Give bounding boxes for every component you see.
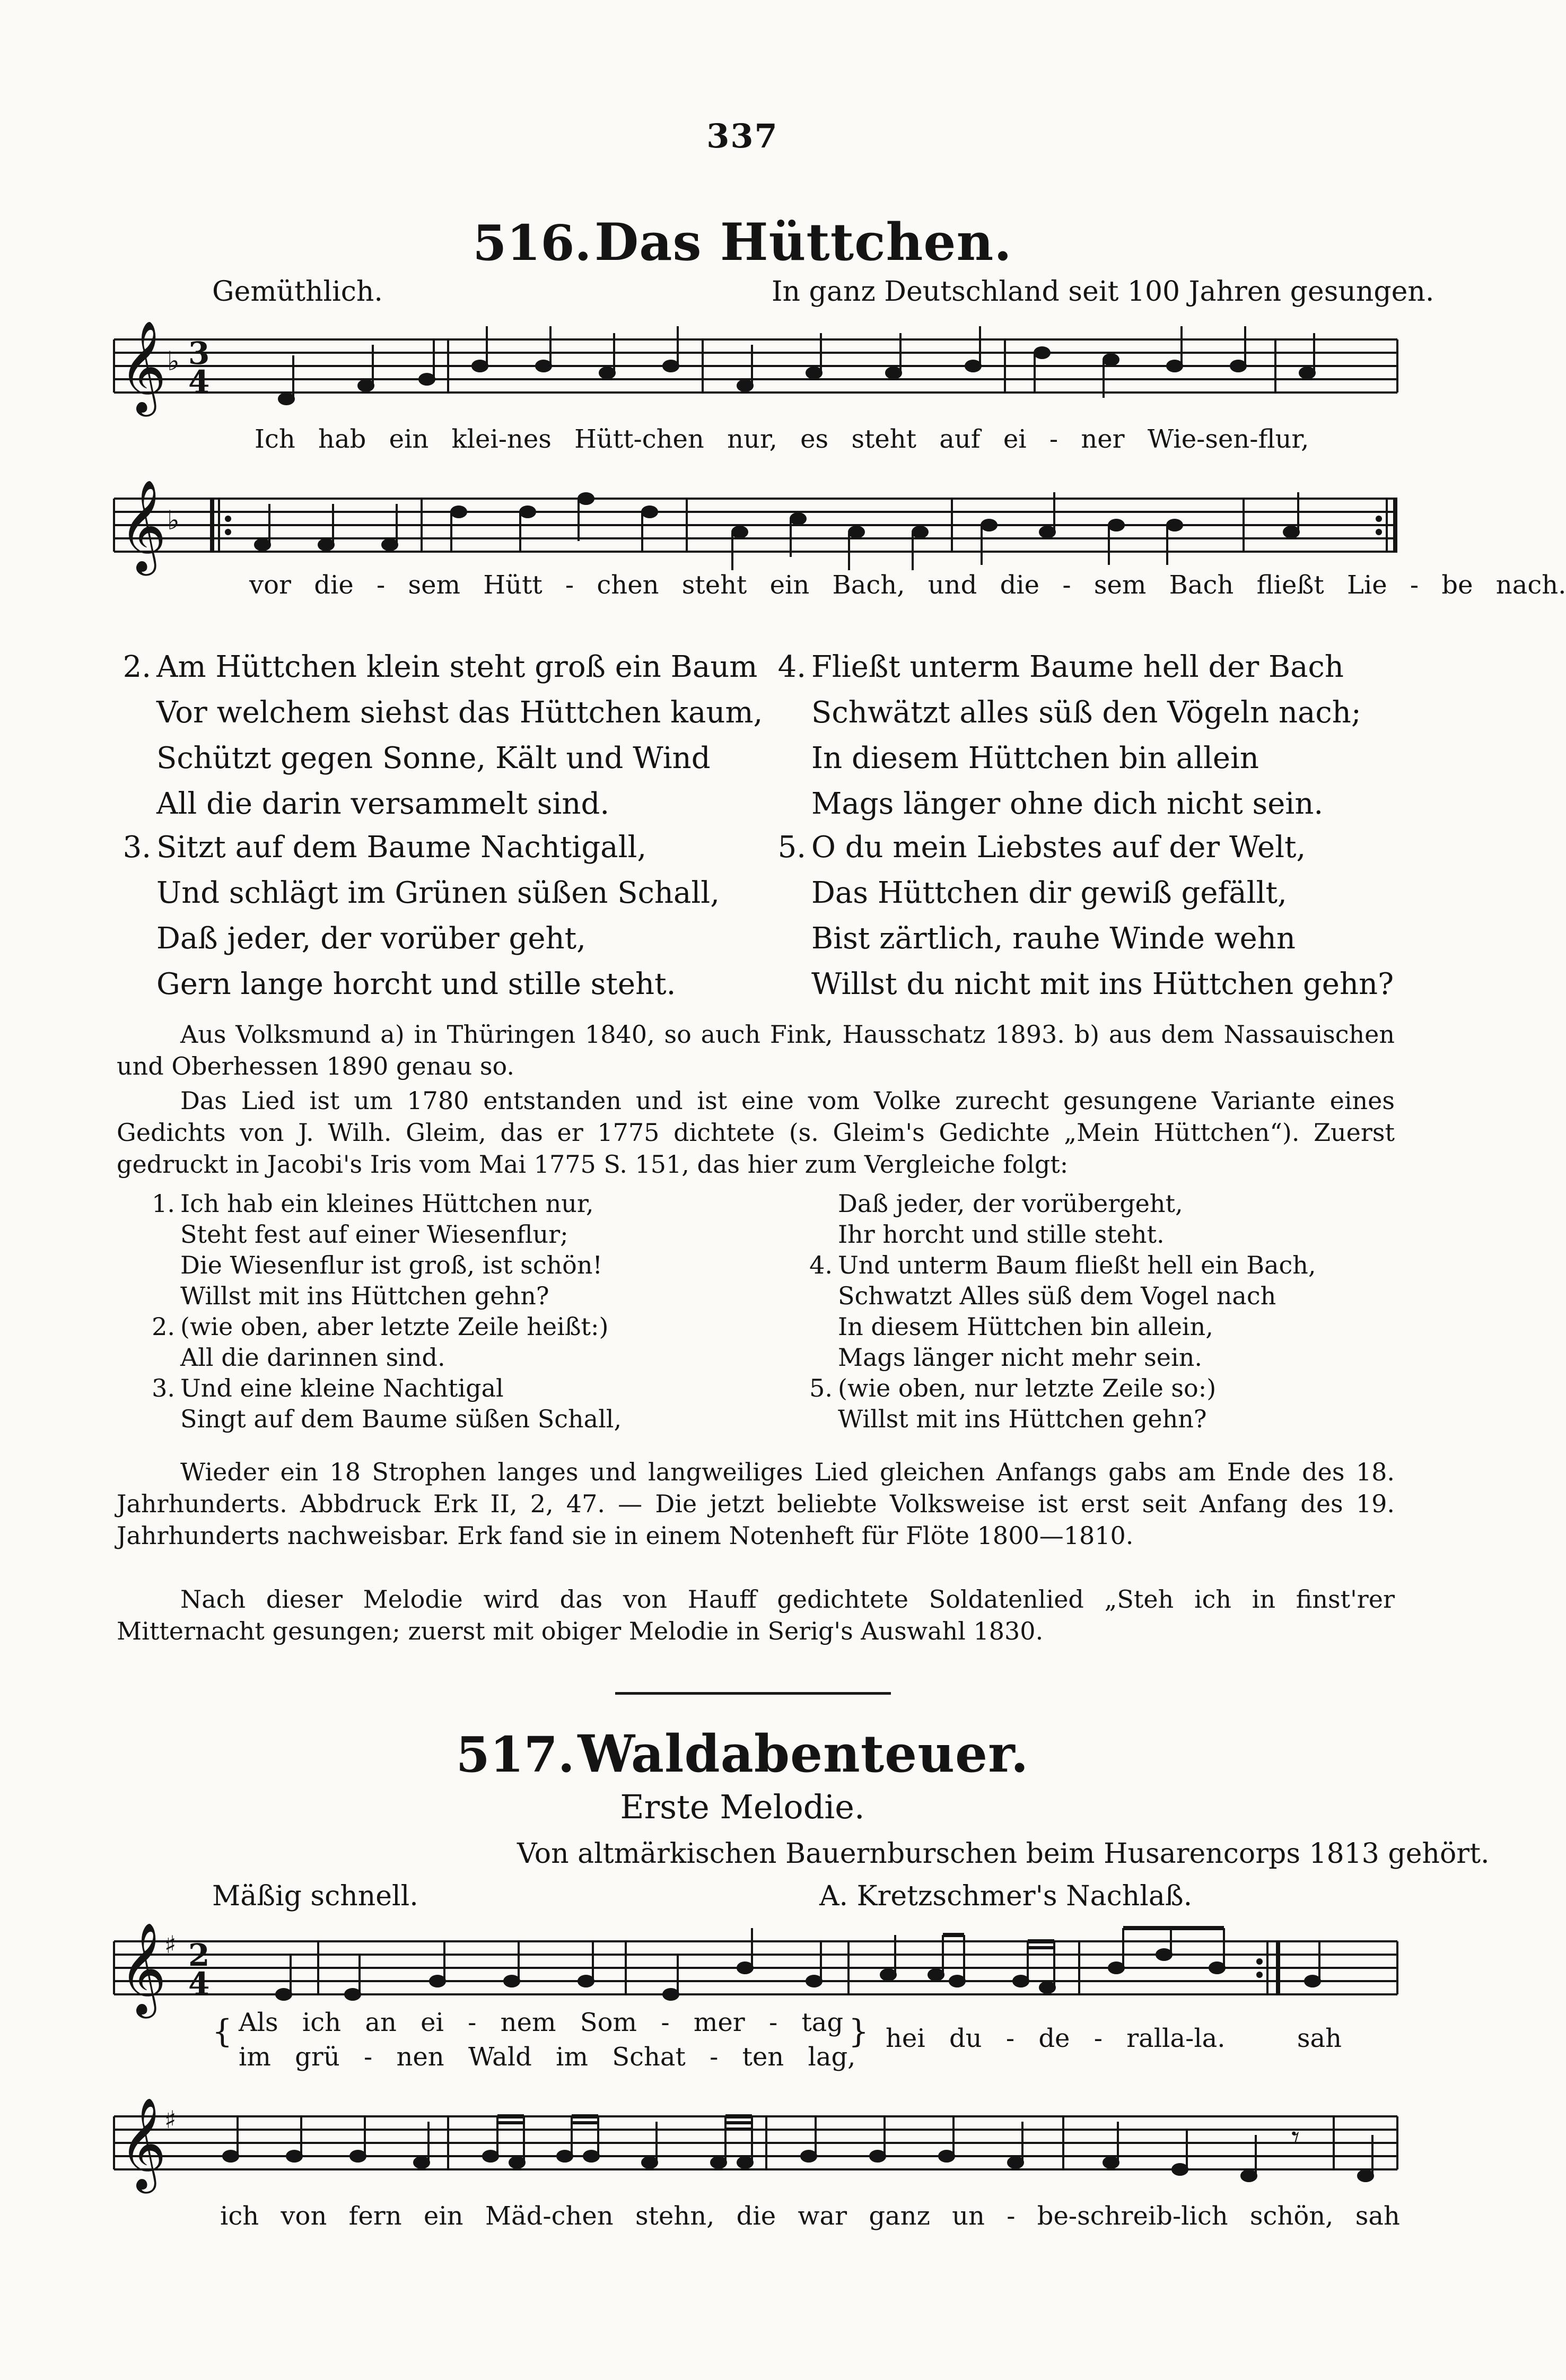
song-516-staff-1	[109, 318, 1403, 440]
song-517-tempo: Mäßig schnell.	[212, 1880, 418, 1912]
page-number: 337	[706, 117, 778, 155]
gleim-compare-right: Daß jeder, der vorübergeht, Ihr horcht und stille steht. 4. Und unterm Baum fließt hell ein Bach, Schwatzt Alles süß dem Vogel nach In diesem Hüttchen bin allein, Mags länger nicht mehr sein. 5. (wie oben, nur letzte Zeile so:) Willst mit ins Hüttchen gehn?	[809, 1189, 1316, 1433]
svg-text:𝄞: 𝄞	[119, 1922, 167, 2015]
song-517-subtitle: Erste Melodie.	[620, 1788, 865, 1826]
svg-text:𝄞: 𝄞	[119, 480, 167, 572]
song-516-note-source: Aus Volksmund a) in Thüringen 1840, so auch Fink, Hausschatz 1893. b) aus dem Nassauischen und Oberhessen 1890 genau so.	[117, 1020, 1395, 1080]
song-516-lyrics-2: vor die - sem Hütt - chen steht ein Bach, und die - sem Bach fließt Lie - be nach.	[249, 570, 1566, 600]
song-517-lyrics-refrain: hei du - de - ralla-la. sah	[886, 2024, 1342, 2053]
time-signature-numerator: 2	[188, 1937, 210, 1973]
song-517-brace-right: }	[848, 2013, 869, 2050]
svg-text:𝄾: 𝄾	[1291, 2119, 1300, 2156]
song-517-staff-2	[109, 2095, 1403, 2212]
song-516-note-hauff: Nach dieser Melodie wird das von Hauff gedichtete Soldatenlied „Steh ich in finst'rer Mitternacht gesungen; zuerst mit obiger Melodie in Serig's Auswahl 1830.	[117, 1585, 1395, 1645]
song-516-name: Das Hüttchen.	[594, 212, 1012, 272]
song-517-lyrics-a2: im grü - nen Wald im Schat - ten lag,	[239, 2042, 856, 2072]
song-517-lyrics-a1: Als ich an ei - nem Som - mer - tag	[239, 2008, 844, 2037]
song-517-title	[0, 1724, 1485, 1784]
song-516-verse-3: 3. Sitzt auf dem Baume Nachtigall, Und schlägt im Grünen süßen Schall, Daß jeder, der vorüber geht, Gern lange horcht und stille steht.	[123, 830, 720, 1001]
song-516-tempo: Gemüthlich.	[212, 276, 383, 308]
song-516-origin: In ganz Deutschland seit 100 Jahren gesungen.	[772, 276, 1434, 308]
svg-text:𝄞: 𝄞	[119, 320, 167, 413]
song-516-time-signature	[188, 335, 209, 400]
svg-text:♯: ♯	[164, 1930, 177, 1959]
song-516-note-origin: Das Lied ist um 1780 entstanden und ist eine vom Volke zurecht gesungene Variante eines Gedichts von J. Wilh. Gleim, das er 1775 dichtete (s. Gleim's Gedichte „Mein Hüttchen“). Zuerst gedruckt in Jacobi's Iris vom Mai 1775 S. 151, das hier zum Vergleiche folgt:	[117, 1086, 1395, 1179]
song-517-brace-left: {	[212, 2013, 233, 2050]
svg-text:♯: ♯	[164, 2105, 177, 2134]
song-516-lyrics-1: Ich hab ein klei-nes Hütt-chen nur, es steht auf ei - ner Wie-sen-flur,	[255, 424, 1309, 454]
svg-text:𝄞: 𝄞	[119, 2097, 167, 2190]
svg-text:♭: ♭	[167, 346, 180, 377]
gleim-compare-left: 1. Ich hab ein kleines Hüttchen nur, Steht fest auf einer Wiesenflur; Die Wiesenflur ist groß, ist schön! Willst mit ins Hüttchen gehn? 2. (wie oben, aber letzte Zeile heißt:) All die darinnen sind. 3. Und eine kleine Nachtigal Singt auf dem Baume süßen Schall,	[152, 1189, 622, 1433]
song-516-verse-5: 5. O du mein Liebstes auf der Welt, Das Hüttchen dir gewiß gefällt, Bist zärtlich, rauhe Winde wehn Willst du nicht mit ins Hüttchen gehn?	[777, 830, 1394, 1001]
song-517-lyrics-2: ich von fern ein Mäd-chen stehn, die war ganz un - be-schreib-lich schön, sah	[220, 2201, 1400, 2231]
song-516-note-history: Wieder ein 18 Strophen langes und langweiliges Lied gleichen Anfangs gabs am Ende des 18. Jahrhunderts. Abbdruck Erk II, 2, 47. — Die jetzt beliebte Volksweise ist erst seit Anfang des 19. Jahrhunderts nachweisbar. Erk fand sie in einem Notenheft für Flöte 1800—1810.	[117, 1458, 1395, 1550]
song-517-name: Waldabenteuer.	[578, 1724, 1029, 1784]
song-517-source: A. Kretzschmer's Nachlaß.	[819, 1880, 1193, 1912]
song-516-verse-4: 4. Fließt unterm Baume hell der Bach Schwätzt alles süß den Vögeln nach; In diesem Hüttchen bin allein Mags länger ohne dich nicht sein.	[777, 650, 1361, 821]
svg-text:♭: ♭	[167, 505, 180, 536]
time-signature-denominator: 4	[188, 1966, 210, 2002]
song-516-staff-2	[109, 477, 1403, 583]
song-517-number: 517.	[456, 1726, 575, 1783]
song-517-time-signature	[188, 1937, 209, 2002]
section-divider	[615, 1692, 891, 1695]
time-signature-numerator: 3	[188, 335, 210, 371]
song-517-origin: Von altmärkischen Bauernburschen beim Husarencorps 1813 gehört.	[517, 1838, 1490, 1870]
song-516-number: 516.	[473, 214, 592, 272]
song-516-verse-2: 2. Am Hüttchen klein steht groß ein Baum Vor welchem siehst das Hüttchen kaum, Schützt gegen Sonne, Kält und Wind All die darin versammelt sind.	[123, 650, 763, 821]
song-516-title	[0, 212, 1485, 272]
time-signature-denominator: 4	[188, 364, 210, 400]
